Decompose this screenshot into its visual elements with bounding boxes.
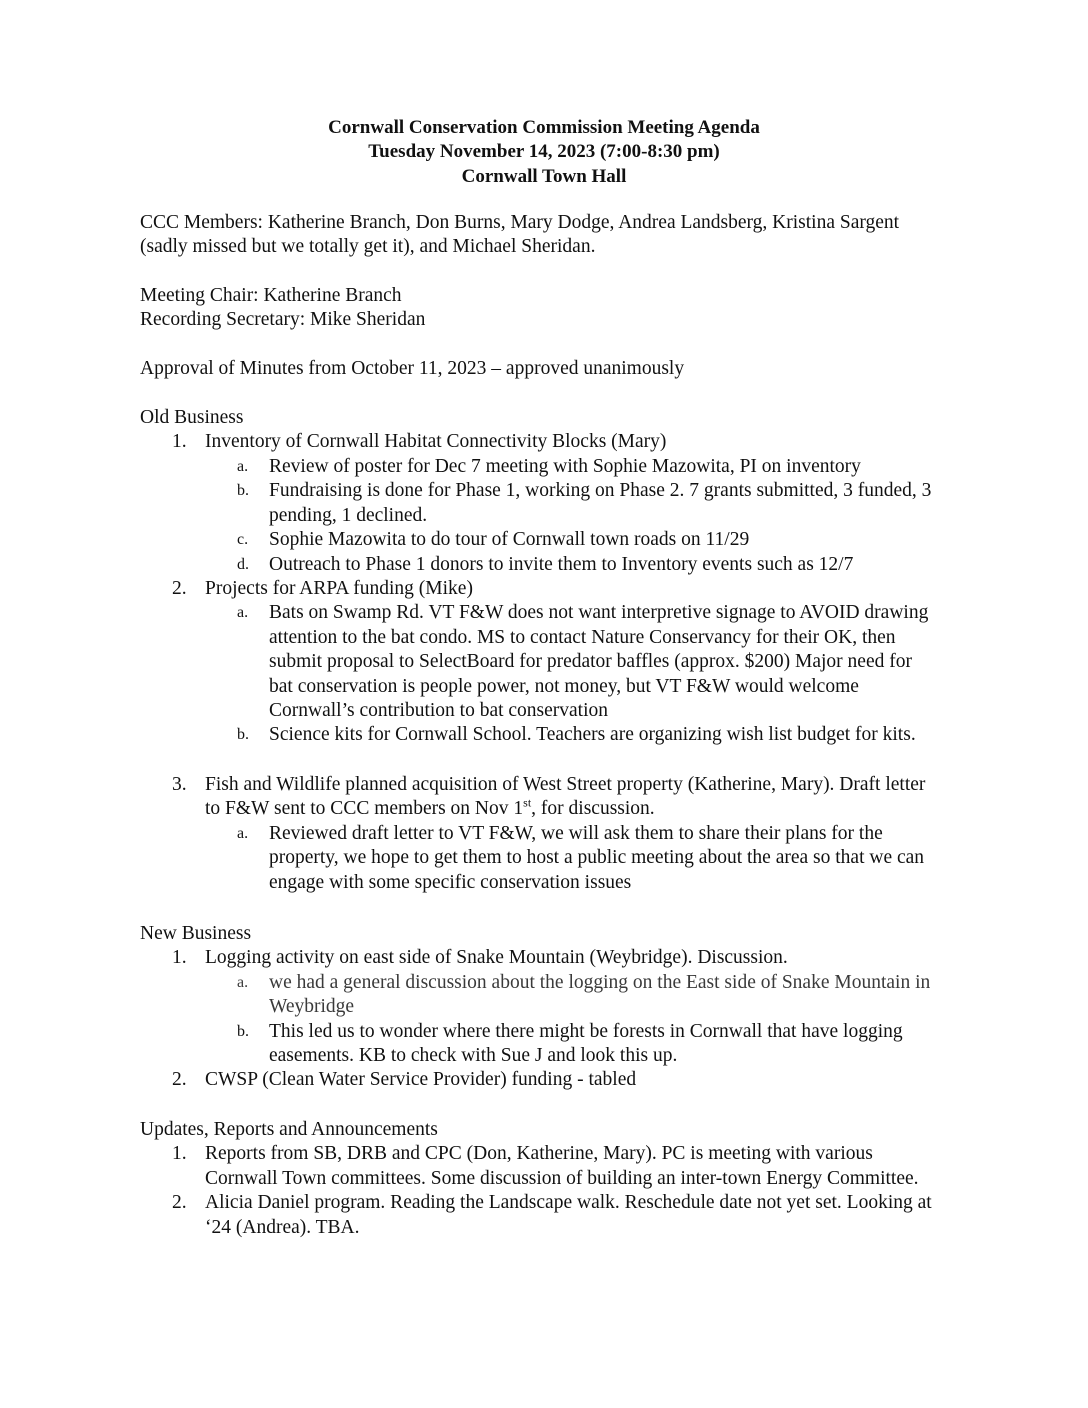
- list-item-text-main: Fish and Wildlife planned acquisition of West Street property (Katherine, Mary). Draft letter to F&W sent to CCC members on Nov 1: [205, 774, 926, 820]
- sub-list-item-text: Outreach to Phase 1 donors to invite them to Inventory events such as 12/7: [269, 553, 854, 575]
- list-item-text: CWSP (Clean Water Service Provider) funding - tabled: [205, 1069, 637, 1091]
- list-item-text: Reports from SB, DRB and CPC (Don, Katherine, Mary). PC is meeting with various Cornwall Town committees. Some discussion of building an inter-town Energy Committee.: [205, 1143, 919, 1189]
- list-number: 1.: [172, 1143, 187, 1165]
- sub-list-item: [140, 479, 940, 528]
- list-item-text: [205, 773, 940, 822]
- sub-list-letter: a.: [237, 824, 249, 842]
- new-business-section: [140, 922, 940, 1093]
- sub-list-item-text: Science kits for Cornwall School. Teachers are organizing wish list budget for kits.: [269, 724, 916, 746]
- agenda-header: [0, 116, 1088, 189]
- list-number: 2.: [172, 578, 187, 599]
- ordinal-suffix: st: [523, 795, 532, 810]
- list-item: [140, 946, 940, 970]
- old-business-section: [140, 406, 940, 455]
- list-item-text: Inventory of Cornwall Habitat Connectivity Blocks (Mary): [205, 431, 667, 453]
- recording-secretary: Recording Secretary: Mike Sheridan: [140, 309, 426, 331]
- list-item: [140, 1191, 940, 1240]
- new-business-heading: New Business: [140, 923, 252, 944]
- list-item-text: Projects for ARPA funding (Mike): [205, 578, 473, 599]
- sub-list-item: [140, 971, 940, 1020]
- sub-list-item: [140, 553, 940, 577]
- old-business-item-2: [140, 577, 940, 748]
- sub-list-letter: a.: [237, 458, 249, 475]
- sub-list-item-text: Fundraising is done for Phase 1, working on Phase 2. 7 grants submitted, 3 funded, 3 pending, 1 declined.: [269, 480, 932, 526]
- list-number: 2.: [172, 1069, 187, 1091]
- agenda-location: Cornwall Town Hall: [461, 165, 627, 187]
- list-number: 3.: [172, 774, 187, 795]
- sub-list-item: [140, 601, 940, 723]
- list-item: [140, 773, 940, 822]
- sub-list-item-text: we had a general discussion about the logging on the East side of Snake Mountain in Weybridge: [269, 971, 931, 1018]
- list-number: 1.: [172, 947, 187, 969]
- sub-list-item: [140, 528, 940, 552]
- agenda-title: Cornwall Conservation Commission Meeting Agenda: [328, 117, 760, 138]
- sub-list-item-text: This led us to wonder where there might be forests in Cornwall that have logging easements. KB to check with Sue J and look this up.: [269, 1020, 903, 1067]
- list-item: [140, 430, 940, 454]
- list-number: 1.: [172, 431, 187, 453]
- agenda-date: Tuesday November 14, 2023 (7:00-8:30 pm): [368, 141, 720, 163]
- updates-section: [140, 1118, 940, 1240]
- old-business-item-3: [140, 773, 940, 895]
- meeting-chair: Meeting Chair: Katherine Branch: [140, 285, 402, 306]
- members-text: CCC Members: Katherine Branch, Don Burns, Mary Dodge, Andrea Landsberg, Kristina Sargent (sadly missed but we totally get it), and Michael Sheridan.: [140, 212, 900, 258]
- list-item: [140, 1142, 940, 1191]
- list-item: [140, 1068, 940, 1092]
- sub-list-letter: b.: [237, 1022, 249, 1040]
- list-item-text: Logging activity on east side of Snake Mountain (Weybridge). Discussion.: [205, 947, 788, 969]
- list-item: [140, 577, 940, 601]
- list-number: 2.: [172, 1192, 187, 1214]
- sub-list-letter: c.: [237, 531, 249, 549]
- sub-list-item: [140, 455, 940, 479]
- sub-list-item-text: Sophie Mazowita to do tour of Cornwall town roads on 11/29: [269, 529, 750, 551]
- sub-list-item: [140, 723, 940, 747]
- sub-list-letter: d.: [237, 555, 249, 573]
- sub-list-item: [140, 1020, 940, 1069]
- list-item-text: Alicia Daniel program. Reading the Landscape walk. Reschedule date not yet set. Looking at ‘24 (Andrea). TBA.: [205, 1192, 932, 1238]
- members-paragraph: [140, 211, 940, 260]
- old-business-sublist-1: [140, 455, 940, 577]
- sub-list-letter: a.: [237, 604, 249, 622]
- sub-list-item-text: Bats on Swamp Rd. VT F&W does not want interpretive signage to AVOID drawing attention to the bat condo. MS to contact Nature Conservancy for their OK, then submit proposal to SelectBoard for predator baffles (approx. $200) Major need for bat conservation is people power, not money, but VT F&W would welcome Cornwall’s contribution to bat conservation: [269, 602, 929, 722]
- roles-paragraph: [140, 284, 940, 333]
- sub-list-letter: b.: [237, 482, 249, 500]
- updates-heading: Updates, Reports and Announcements: [140, 1119, 438, 1140]
- minutes-approval-text: Approval of Minutes from October 11, 2023 – approved unanimously: [140, 358, 685, 379]
- minutes-approval: [140, 357, 940, 381]
- list-item-text-end: , for discussion.: [531, 798, 655, 820]
- sub-list-item-text: Review of poster for Dec 7 meeting with Sophie Mazowita, PI on inventory: [269, 456, 861, 477]
- sub-list-letter: a.: [237, 973, 249, 991]
- old-business-heading: Old Business: [140, 407, 244, 428]
- sub-list-letter: b.: [237, 726, 249, 744]
- sub-list-item-text: Reviewed draft letter to VT F&W, we will ask them to share their plans for the property, we hope to get them to host a public meeting about the area so that we can engage with some specific conservation issues: [269, 822, 925, 893]
- old-business-list: [140, 430, 940, 454]
- sub-list-item: [140, 822, 940, 895]
